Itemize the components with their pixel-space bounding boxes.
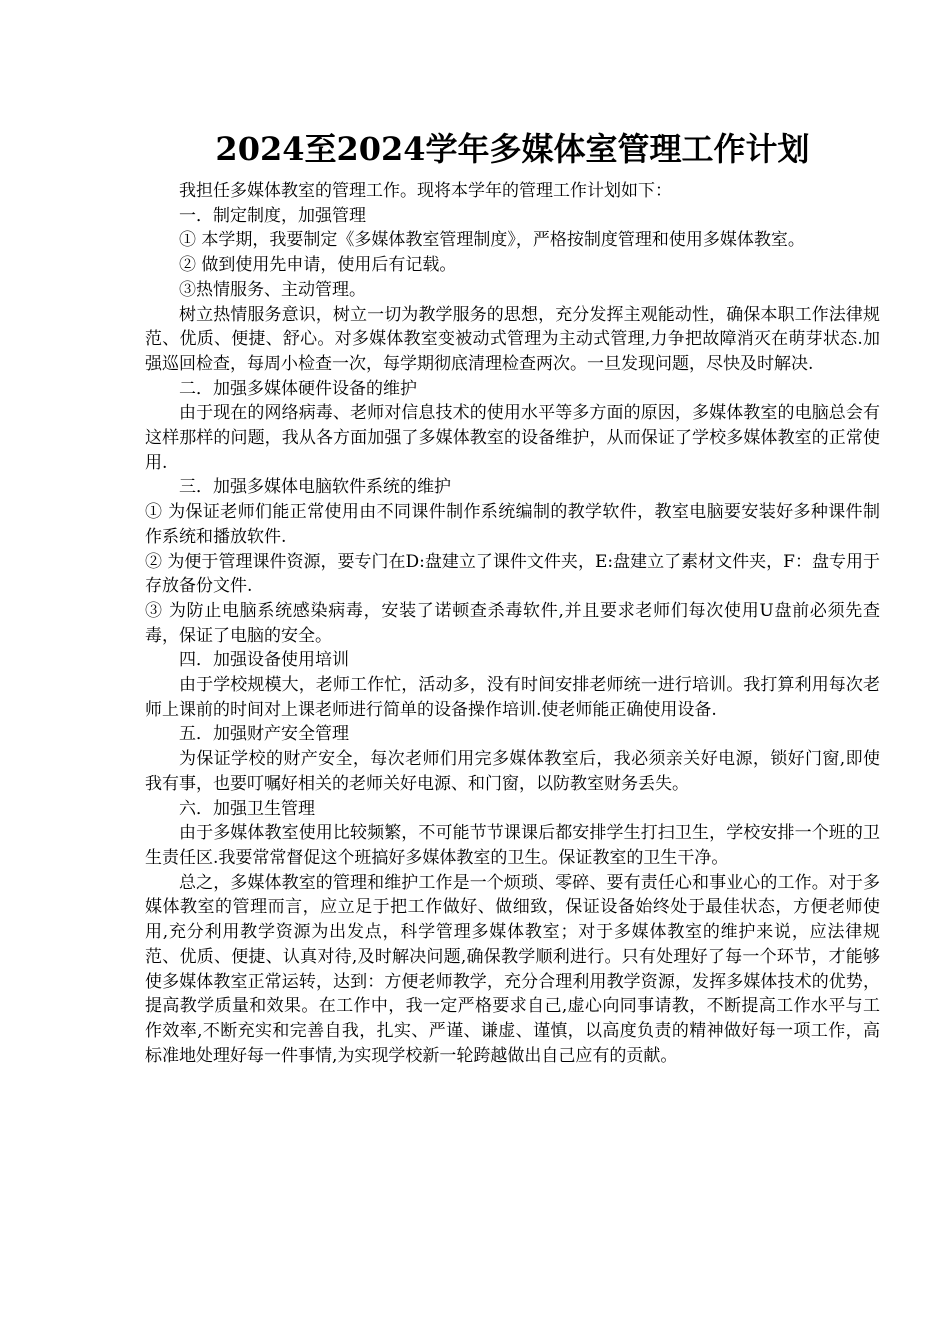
paragraph: ① 为保证老师们能正常使用由不同课件制作系统编制的教学软件，教室电脑要安装好多种课件制作系统和播放软件. xyxy=(145,502,880,547)
document-title: 2024至2024学年多媒体室管理工作计划 xyxy=(215,130,810,168)
paragraph: ③ 为防止电脑系统感染病毒，安装了诺顿查杀毒软件,并且要求老师们每次使用U盘前必须先查毒，保证了电脑的安全。 xyxy=(145,600,880,646)
paragraph: 总之，多媒体教室的管理和维护工作是一个烦琐、零碎、要有责任心和事业心的工作。对于多媒体教室的管理而言，应立足于把工作做好、做细致，保证设备始终处于最佳状态，方便老师使用,充分利用教学资源为出发点，科学管理多媒体教室；对于多媒体教室的维护来说，应法律规范、优质、便捷、认真对待,及时解决问题,确保教学顺利进行。只有处理好了每一个环节，才能够使多媒体教室正常运转，达到：方便老师教学，充分合理利用教学资源，发挥多媒体技术的优势，提高教学质量和效果。在工作中，我一定严格要求自己,虚心向同事请教，不断提高工作水平与工作效率,不断充实和完善自我，扎实、严谨、谦虚、谨慎，以高度负责的精神做好每一项工作，高标准地处理好每一件事情,为实现学校新一轮跨越做出自己应有的贡献。 xyxy=(145,872,880,1066)
paragraph: 二．加强多媒体硬件设备的维护 xyxy=(179,378,417,399)
document-body xyxy=(145,179,880,1068)
paragraph: 为保证学校的财产安全，每次老师们用完多媒体教室后，我必须亲关好电源，锁好门窗,即使我有事，也要叮嘱好相关的老师关好电源、和门窗，以防教室财务丢失。 xyxy=(145,749,880,794)
paragraph: ② 做到使用先申请，使用后有记载。 xyxy=(179,255,457,276)
paragraph: 树立热情服务意识，树立一切为教学服务的思想，充分发挥主观能动性，确保本职工作法律规范、优质、便捷、舒心。对多媒体教室变被动式管理为主动式管理,力争把故障消灭在萌芽状态.加强巡回检查，每周小检查一次，每学期彻底清理检查两次。一旦发现问题，尽快及时解决. xyxy=(145,304,880,374)
paragraph: 三．加强多媒体电脑软件系统的维护 xyxy=(179,477,451,498)
paragraph: 由于多媒体教室使用比较频繁，不可能节节课课后都安排学生打扫卫生，学校安排一个班的卫生责任区.我要常常督促这个班搞好多媒体教室的卫生。保证教室的卫生干净。 xyxy=(145,823,880,868)
paragraph: ③热情服务、主动管理。 xyxy=(179,279,366,300)
paragraph: ① 本学期，我要制定《多媒体教室管理制度》，严格按制度管理和使用多媒体教室。 xyxy=(179,230,805,251)
paragraph: 六．加强卫生管理 xyxy=(179,798,315,819)
paragraph: 五．加强财产安全管理 xyxy=(179,724,349,745)
paragraph: 我担任多媒体教室的管理工作。现将本学年的管理工作计划如下： xyxy=(179,181,672,201)
paragraph: 由于学校规模大，老师工作忙，活动多，没有时间安排老师统一进行培训。我打算利用每次老师上课前的时间对上课老师进行简单的设备操作培训.使老师能正确使用设备. xyxy=(145,675,880,720)
paragraph: ② 为便于管理课件资源，要专门在D:盘建立了课件文件夹，E:盘建立了素材文件夹，F：盘专用于存放备份文件. xyxy=(145,551,880,597)
paragraph: 一．制定制度，加强管理 xyxy=(179,205,366,226)
paragraph: 四．加强设备使用培训 xyxy=(179,650,349,671)
paragraph: 由于现在的网络病毒、老师对信息技术的使用水平等多方面的原因，多媒体教室的电脑总会有这样那样的问题，我从各方面加强了多媒体教室的设备维护，从而保证了学校多媒体教室的正常使用. xyxy=(145,403,880,473)
document-page xyxy=(145,125,880,1068)
